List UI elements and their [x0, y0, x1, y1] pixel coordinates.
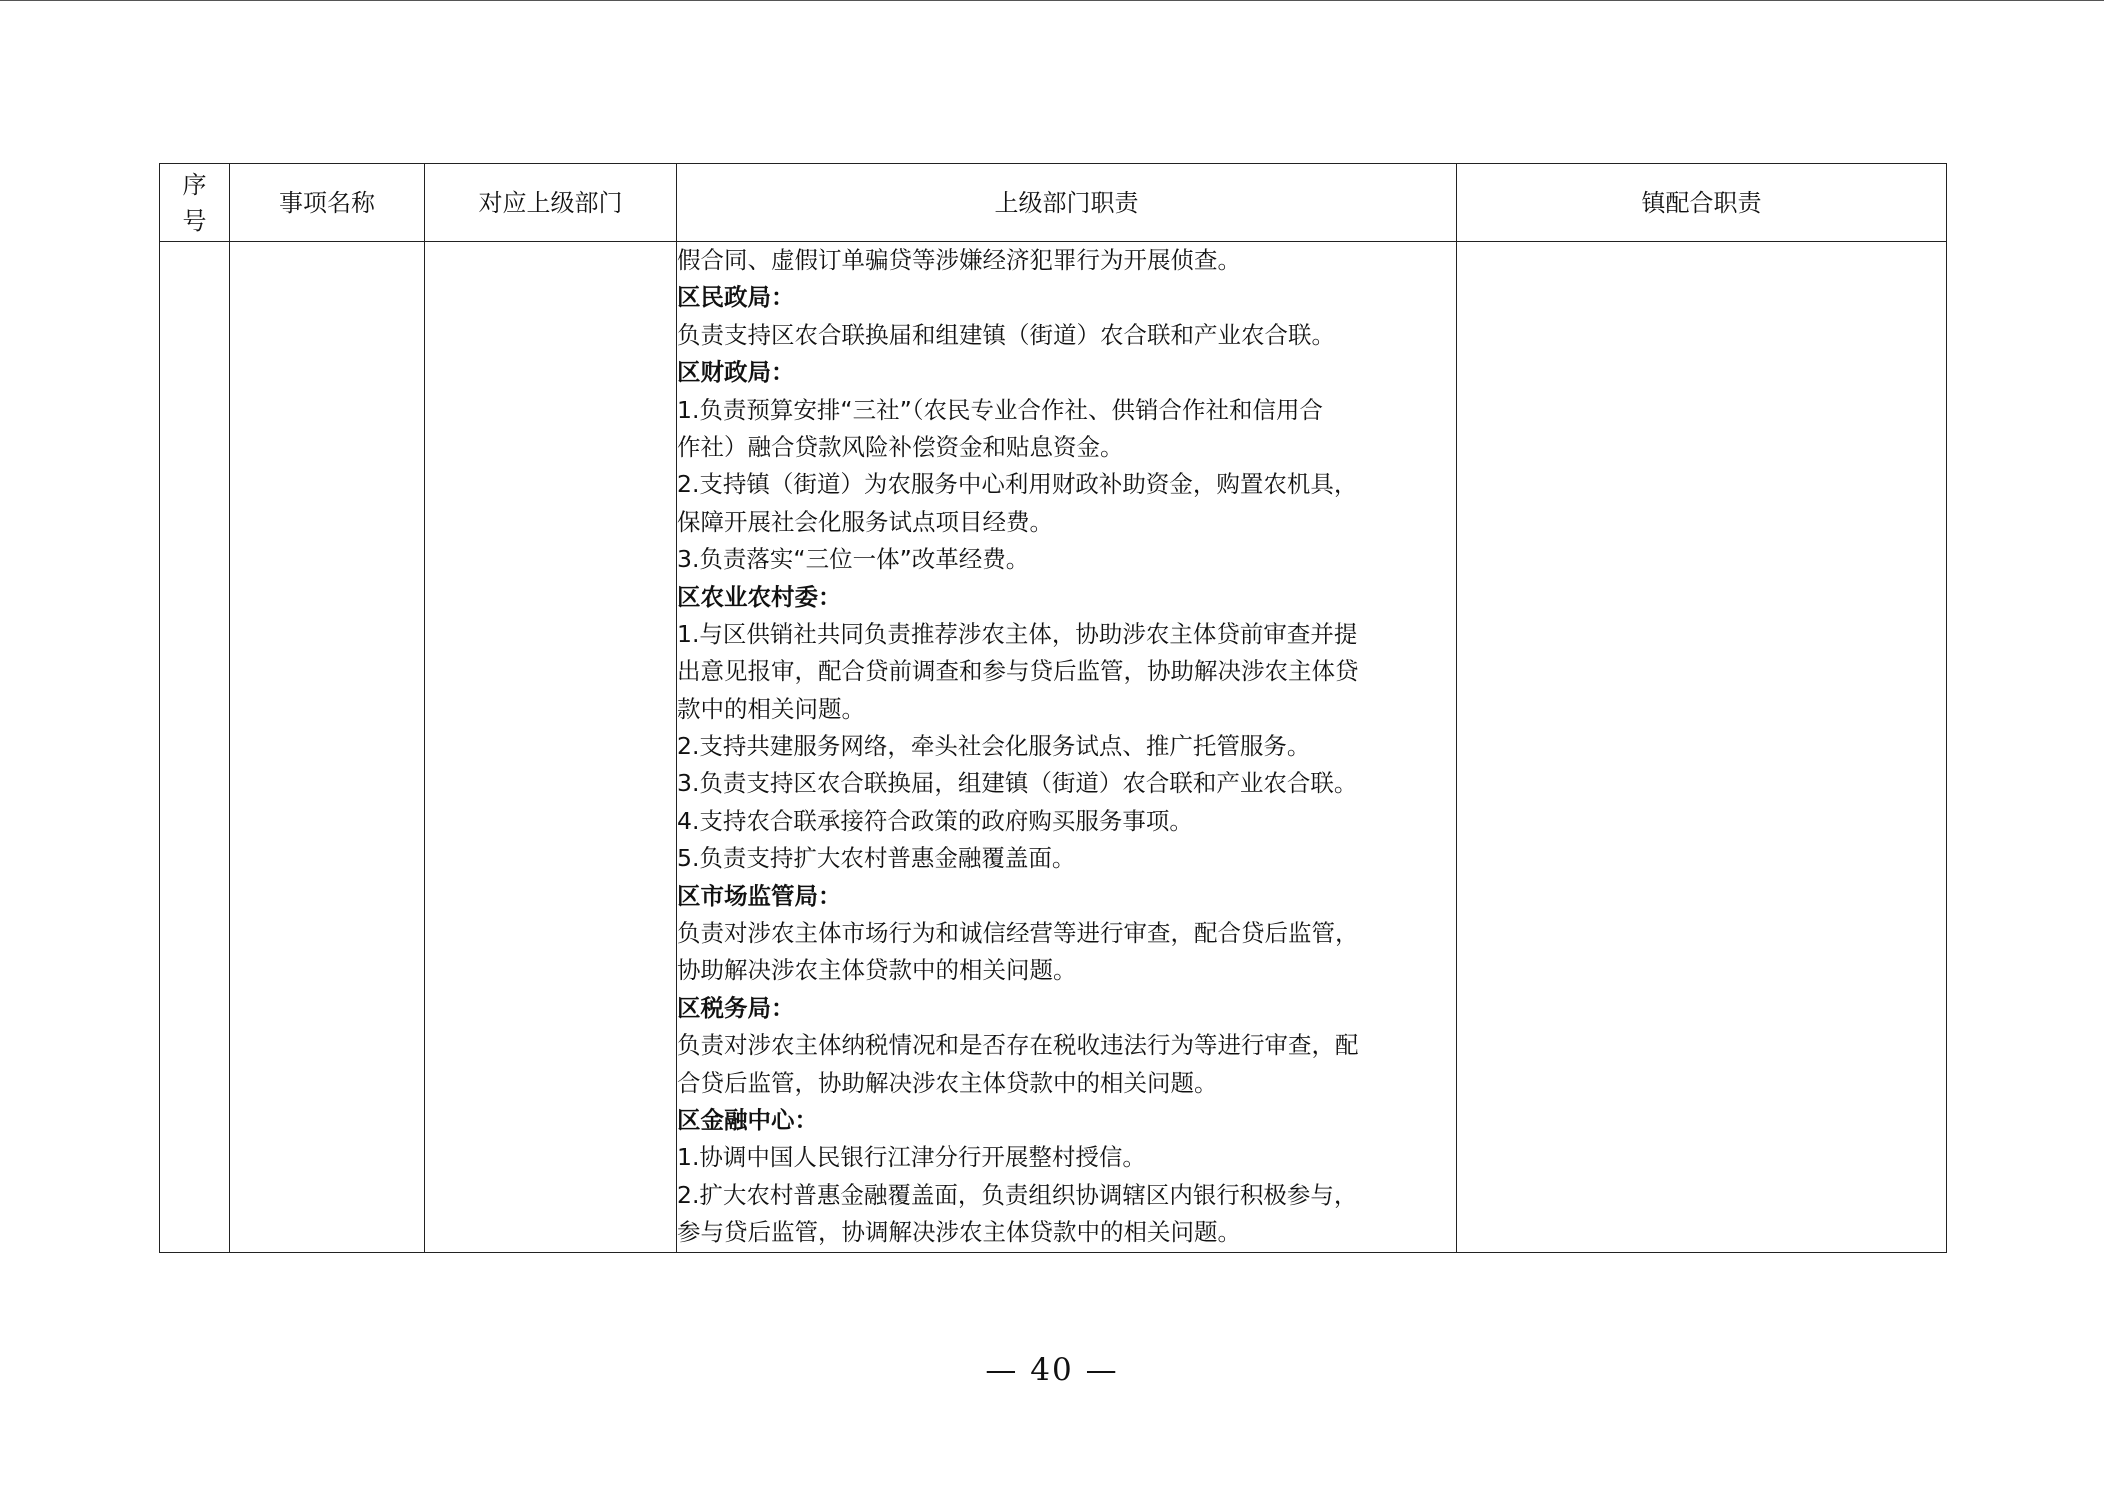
- header-item-name: 事项名称: [230, 164, 425, 242]
- duty-line: 2.支持镇（街道）为农服务中心利用财政补助资金，购置农机具，: [677, 470, 1358, 499]
- duty-line: 作社）融合贷款风险补偿资金和贴息资金。: [677, 432, 1124, 461]
- cell-seq: [160, 242, 230, 1253]
- cell-superior-dept: [425, 242, 677, 1253]
- header-seq: [160, 164, 230, 242]
- table-header-row: [160, 164, 1947, 242]
- header-superior-duty: 上级部门职责: [677, 164, 1457, 242]
- duty-line: 1.负责预算安排“三社”（农民专业合作社、供销合作社和信用合: [677, 395, 1324, 424]
- header-superior-dept: 对应上级部门: [425, 164, 677, 242]
- header-town-duty: 镇配合职责: [1457, 164, 1947, 242]
- duty-line: 2.扩大农村普惠金融覆盖面，负责组织协调辖区内银行积极参与，: [677, 1180, 1358, 1209]
- cell-superior-duty: [677, 242, 1457, 1253]
- dept-heading: 区民政局：: [677, 283, 795, 312]
- dept-heading: 区税务局：: [677, 993, 795, 1022]
- duty-line: 2.支持共建服务网络，牵头社会化服务试点、推广托管服务。: [677, 732, 1311, 761]
- header-seq-line1: 序: [182, 170, 207, 199]
- duty-line: 负责对涉农主体市场行为和诚信经营等进行审查，配合贷后监管，: [677, 919, 1359, 948]
- dept-heading: 区农业农村委：: [677, 582, 842, 611]
- duty-line: 参与贷后监管，协调解决涉农主体贷款中的相关问题。: [677, 1218, 1241, 1247]
- duty-line: 保障开展社会化服务试点项目经费。: [677, 507, 1053, 536]
- duty-line: 出意见报审，配合贷前调查和参与贷后监管，协助解决涉农主体贷: [677, 657, 1359, 686]
- duty-table: [159, 163, 1947, 1253]
- header-seq-line2: 号: [182, 206, 207, 235]
- duty-line: 假合同、虚假订单骗贷等涉嫌经济犯罪行为开展侦查。: [677, 246, 1241, 274]
- duty-line: 合贷后监管，协助解决涉农主体贷款中的相关问题。: [677, 1068, 1218, 1097]
- cell-town-duty: [1457, 242, 1947, 1253]
- duty-line: 4.支持农合联承接符合政策的政府购买服务事项。: [677, 806, 1193, 835]
- duty-line: 3.负责支持区农合联换届，组建镇（街道）农合联和产业农合联。: [677, 769, 1358, 798]
- page-top-edge: [0, 0, 2104, 1]
- dept-heading: 区市场监管局：: [677, 881, 842, 910]
- duty-line: 款中的相关问题。: [677, 694, 865, 723]
- duty-line: 协助解决涉农主体贷款中的相关问题。: [677, 956, 1077, 985]
- table-row: [160, 242, 1947, 1253]
- duty-line: 1.协调中国人民银行江津分行开展整村授信。: [677, 1143, 1146, 1172]
- duty-lines: [677, 242, 1456, 1252]
- cell-item-name: [230, 242, 425, 1253]
- duty-line: 3.负责落实“三位一体”改革经费。: [677, 545, 1030, 574]
- dept-heading: 区财政局：: [677, 358, 795, 387]
- duty-line: 负责支持区农合联换届和组建镇（街道）农合联和产业农合联。: [677, 320, 1335, 349]
- duty-line: 5.负责支持扩大农村普惠金融覆盖面。: [677, 844, 1076, 873]
- page-number: — 40 —: [985, 1352, 1119, 1388]
- duty-line: 负责对涉农主体纳税情况和是否存在税收违法行为等进行审查，配: [677, 1031, 1359, 1060]
- duty-line: 1.与区供销社共同负责推荐涉农主体，协助涉农主体贷前审查并提: [677, 619, 1358, 648]
- dept-heading: 区金融中心：: [677, 1105, 818, 1134]
